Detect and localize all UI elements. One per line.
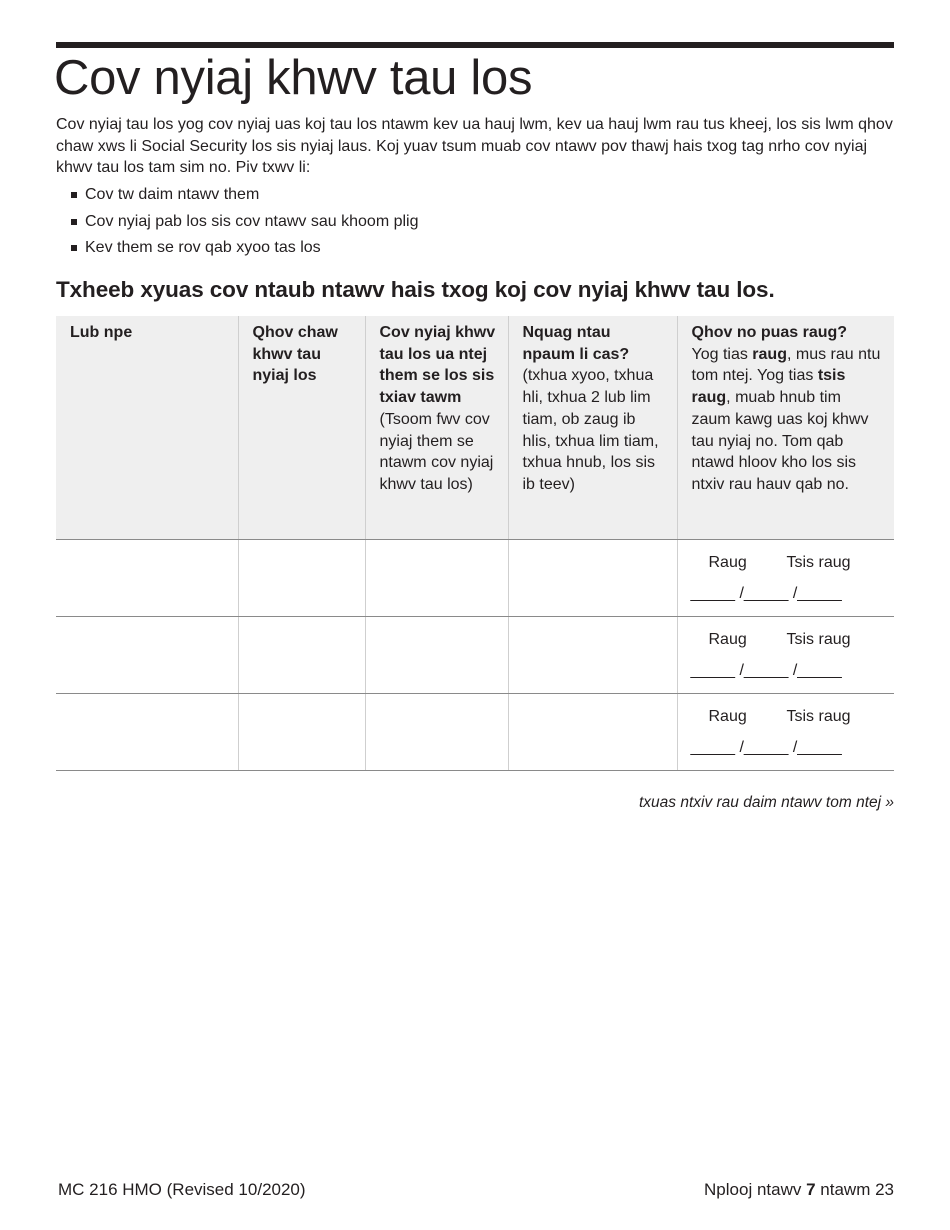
header-frequency bbox=[508, 316, 677, 539]
date-field[interactable]: _____ /_____ /_____ bbox=[690, 661, 842, 679]
table-row bbox=[56, 616, 894, 693]
header-frequency-label: Nquag ntau npaum li cas? bbox=[522, 324, 630, 363]
header-gross-income bbox=[365, 316, 508, 539]
gross-income-cell[interactable] bbox=[365, 539, 508, 616]
table-row bbox=[56, 539, 894, 616]
bullet-square-icon bbox=[71, 245, 77, 251]
page-prefix: Nplooj ntawv bbox=[704, 1180, 807, 1199]
list-item-text: Cov nyiaj pab los sis cov ntawv sau khoom plig bbox=[85, 212, 419, 230]
incorrect-option[interactable]: Tsis raug bbox=[786, 553, 851, 571]
gross-income-cell[interactable] bbox=[365, 616, 508, 693]
frequency-cell[interactable] bbox=[508, 693, 677, 770]
name-cell[interactable] bbox=[56, 539, 238, 616]
date-field[interactable]: _____ /_____ /_____ bbox=[690, 738, 842, 756]
section-heading: Txheeb xyuas cov ntaub ntawv hais txog koj cov nyiaj khwv tau los. bbox=[56, 277, 775, 302]
income-source-cell[interactable] bbox=[238, 693, 365, 770]
is-correct-cell bbox=[677, 539, 894, 616]
header-name-label: Lub npe bbox=[70, 324, 133, 341]
correct-option[interactable]: Raug bbox=[708, 553, 747, 571]
header-gross-income-label: Cov nyiaj khwv tau los ua ntej them se los sis txiav tawm bbox=[379, 324, 496, 407]
list-item bbox=[56, 235, 419, 262]
header-frequency-note: (txhua xyoo, txhua hli, txhua 2 lub lim tiam, ob zaug ib hlis, txhua lim tiam, txhua hnub, los sis ib teev) bbox=[522, 367, 659, 493]
frequency-cell[interactable] bbox=[508, 539, 677, 616]
date-field[interactable]: _____ /_____ /_____ bbox=[690, 584, 842, 602]
continue-note: txuas ntxiv rau daim ntawv tom ntej » bbox=[638, 794, 894, 811]
gross-income-cell[interactable] bbox=[365, 693, 508, 770]
list-item-text: Kev them se rov qab xyoo tas los bbox=[85, 239, 321, 257]
table-header-row bbox=[56, 316, 894, 539]
header-is-correct bbox=[677, 316, 894, 539]
header-is-correct-text: , mus rau ntu tom ntej. Yog tias bbox=[691, 345, 881, 385]
frequency-cell[interactable] bbox=[508, 616, 677, 693]
name-cell[interactable] bbox=[56, 693, 238, 770]
name-cell[interactable] bbox=[56, 616, 238, 693]
proof-examples-list bbox=[56, 182, 419, 262]
list-item bbox=[56, 209, 419, 236]
list-item bbox=[56, 182, 419, 209]
page-number bbox=[704, 1180, 894, 1200]
correct-option[interactable]: Raug bbox=[708, 630, 747, 648]
income-source-cell[interactable] bbox=[238, 616, 365, 693]
table-row bbox=[56, 693, 894, 770]
page-total: ntawm 23 bbox=[815, 1180, 894, 1199]
header-gross-income-note: (Tsoom fwv cov nyiaj them se ntawm cov nyiaj khwv tau los) bbox=[379, 410, 494, 493]
header-is-correct-label: Qhov no puas raug? bbox=[691, 324, 848, 341]
bullet-square-icon bbox=[71, 192, 77, 198]
income-table bbox=[56, 316, 894, 771]
header-is-correct-no: tsis raug bbox=[691, 367, 846, 407]
top-rule bbox=[56, 42, 894, 48]
is-correct-cell bbox=[677, 693, 894, 770]
income-source-cell[interactable] bbox=[238, 539, 365, 616]
incorrect-option[interactable]: Tsis raug bbox=[786, 707, 851, 725]
header-is-correct-text: , muab hnub tim zaum kawg uas koj khwv tau nyiaj no. Tom qab ntawd hloov kho los sis ntxiv rau hauv qab no. bbox=[691, 389, 869, 493]
header-is-correct-yes: raug bbox=[752, 345, 787, 363]
current-page: 7 bbox=[806, 1180, 816, 1199]
is-correct-cell bbox=[677, 616, 894, 693]
page-title: Cov nyiaj khwv tau los bbox=[54, 51, 533, 105]
correct-option[interactable]: Raug bbox=[708, 707, 747, 725]
form-id: MC 216 HMO (Revised 10/2020) bbox=[58, 1180, 306, 1199]
header-is-correct-text: Yog tias bbox=[691, 345, 753, 363]
incorrect-option[interactable]: Tsis raug bbox=[786, 630, 851, 648]
bullet-square-icon bbox=[71, 219, 77, 225]
header-income-source bbox=[238, 316, 365, 539]
list-item-text: Cov tw daim ntawv them bbox=[85, 186, 260, 204]
header-income-source-label: Qhov chaw khwv tau nyiaj los bbox=[252, 324, 338, 385]
intro-paragraph: Cov nyiaj tau los yog cov nyiaj uas koj tau los ntawm kev ua hauj lwm, kev ua hauj lwm rau tus kheej, los sis lwm qhov chaw xws li Social Security los sis nyiaj laus. Koj yuav tsum muab cov ntawv pov thawj hais txog tag nrho cov nyiaj khwv tau los tam sim no. Piv txwv li: bbox=[56, 116, 893, 176]
header-name bbox=[56, 316, 238, 539]
